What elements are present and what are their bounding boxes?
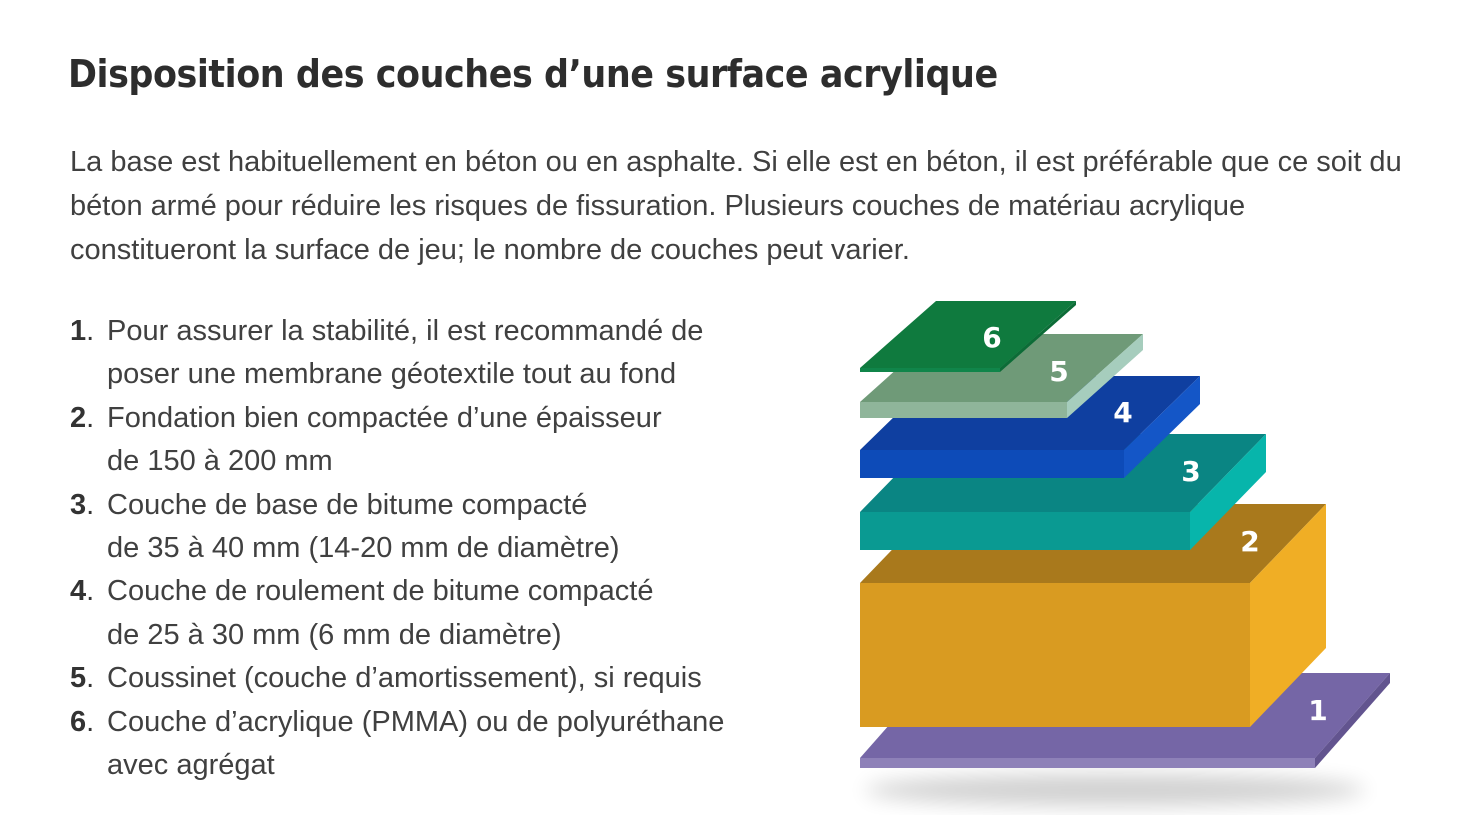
list-item [70, 310, 860, 397]
layer-6-front [860, 368, 1000, 372]
item-number: 1. [70, 315, 95, 347]
layer-1-front [860, 758, 1315, 768]
list-item [70, 657, 860, 700]
item-text-line-1: Fondation bien compactée d’une épaisseur [107, 401, 662, 434]
layer-6-number: 6 [982, 321, 1002, 354]
item-text-line-1: Coussinet (couche d’amortissement), si requis [107, 662, 702, 695]
item-text-line-1: Pour assurer la stabilité, il est recommandé de [107, 315, 704, 347]
layer-3-front [860, 512, 1190, 550]
item-number: 3. [70, 488, 95, 521]
item-number: 2. [70, 401, 95, 434]
layer-stack-diagram [840, 290, 1420, 815]
item-text-line-2: poser une membrane géotextile tout au fond [107, 358, 677, 391]
layer-list [70, 310, 860, 787]
layer-3-number: 3 [1181, 455, 1201, 488]
item-text-line-1: Couche d’acrylique (PMMA) ou de polyuréthane [107, 705, 725, 738]
item-number: 6. [70, 705, 95, 738]
item-text-line-1: Couche de roulement de bitume compacté [107, 575, 654, 608]
item-text-line-2: avec agrégat [107, 749, 275, 782]
page-title: Disposition des couches d’une surface acrylique [68, 52, 998, 96]
layer-4-number: 4 [1113, 396, 1133, 429]
layer-4-front [860, 450, 1124, 478]
layer-5-front [860, 402, 1067, 418]
intro-paragraph: La base est habituellement en béton ou en asphalte. Si elle est en béton, il est préférable que ce soit du béton armé pour réduire les risques de fissuration. Plusieurs couches de matériau acrylique constitueront la surface de jeu; le nombre de couches peut varier. [70, 146, 1402, 266]
ground-shadow [865, 774, 1365, 806]
layer-2-number: 2 [1240, 525, 1260, 558]
layer-2-front [860, 583, 1250, 727]
layer-1-number: 1 [1308, 694, 1328, 727]
layer-5-number: 5 [1049, 355, 1069, 388]
list-item [70, 570, 860, 657]
item-number: 4. [70, 575, 95, 608]
item-text-line-2: de 35 à 40 mm (14-20 mm de diamètre) [107, 532, 620, 565]
item-text-line-1: Couche de base de bitume compacté [107, 488, 588, 521]
item-number: 5. [70, 662, 95, 695]
list-item [70, 397, 860, 484]
item-text-line-2: de 25 à 30 mm (6 mm de diamètre) [107, 618, 562, 651]
list-item [70, 701, 860, 788]
list-item [70, 484, 860, 571]
item-text-line-2: de 150 à 200 mm [107, 445, 333, 478]
